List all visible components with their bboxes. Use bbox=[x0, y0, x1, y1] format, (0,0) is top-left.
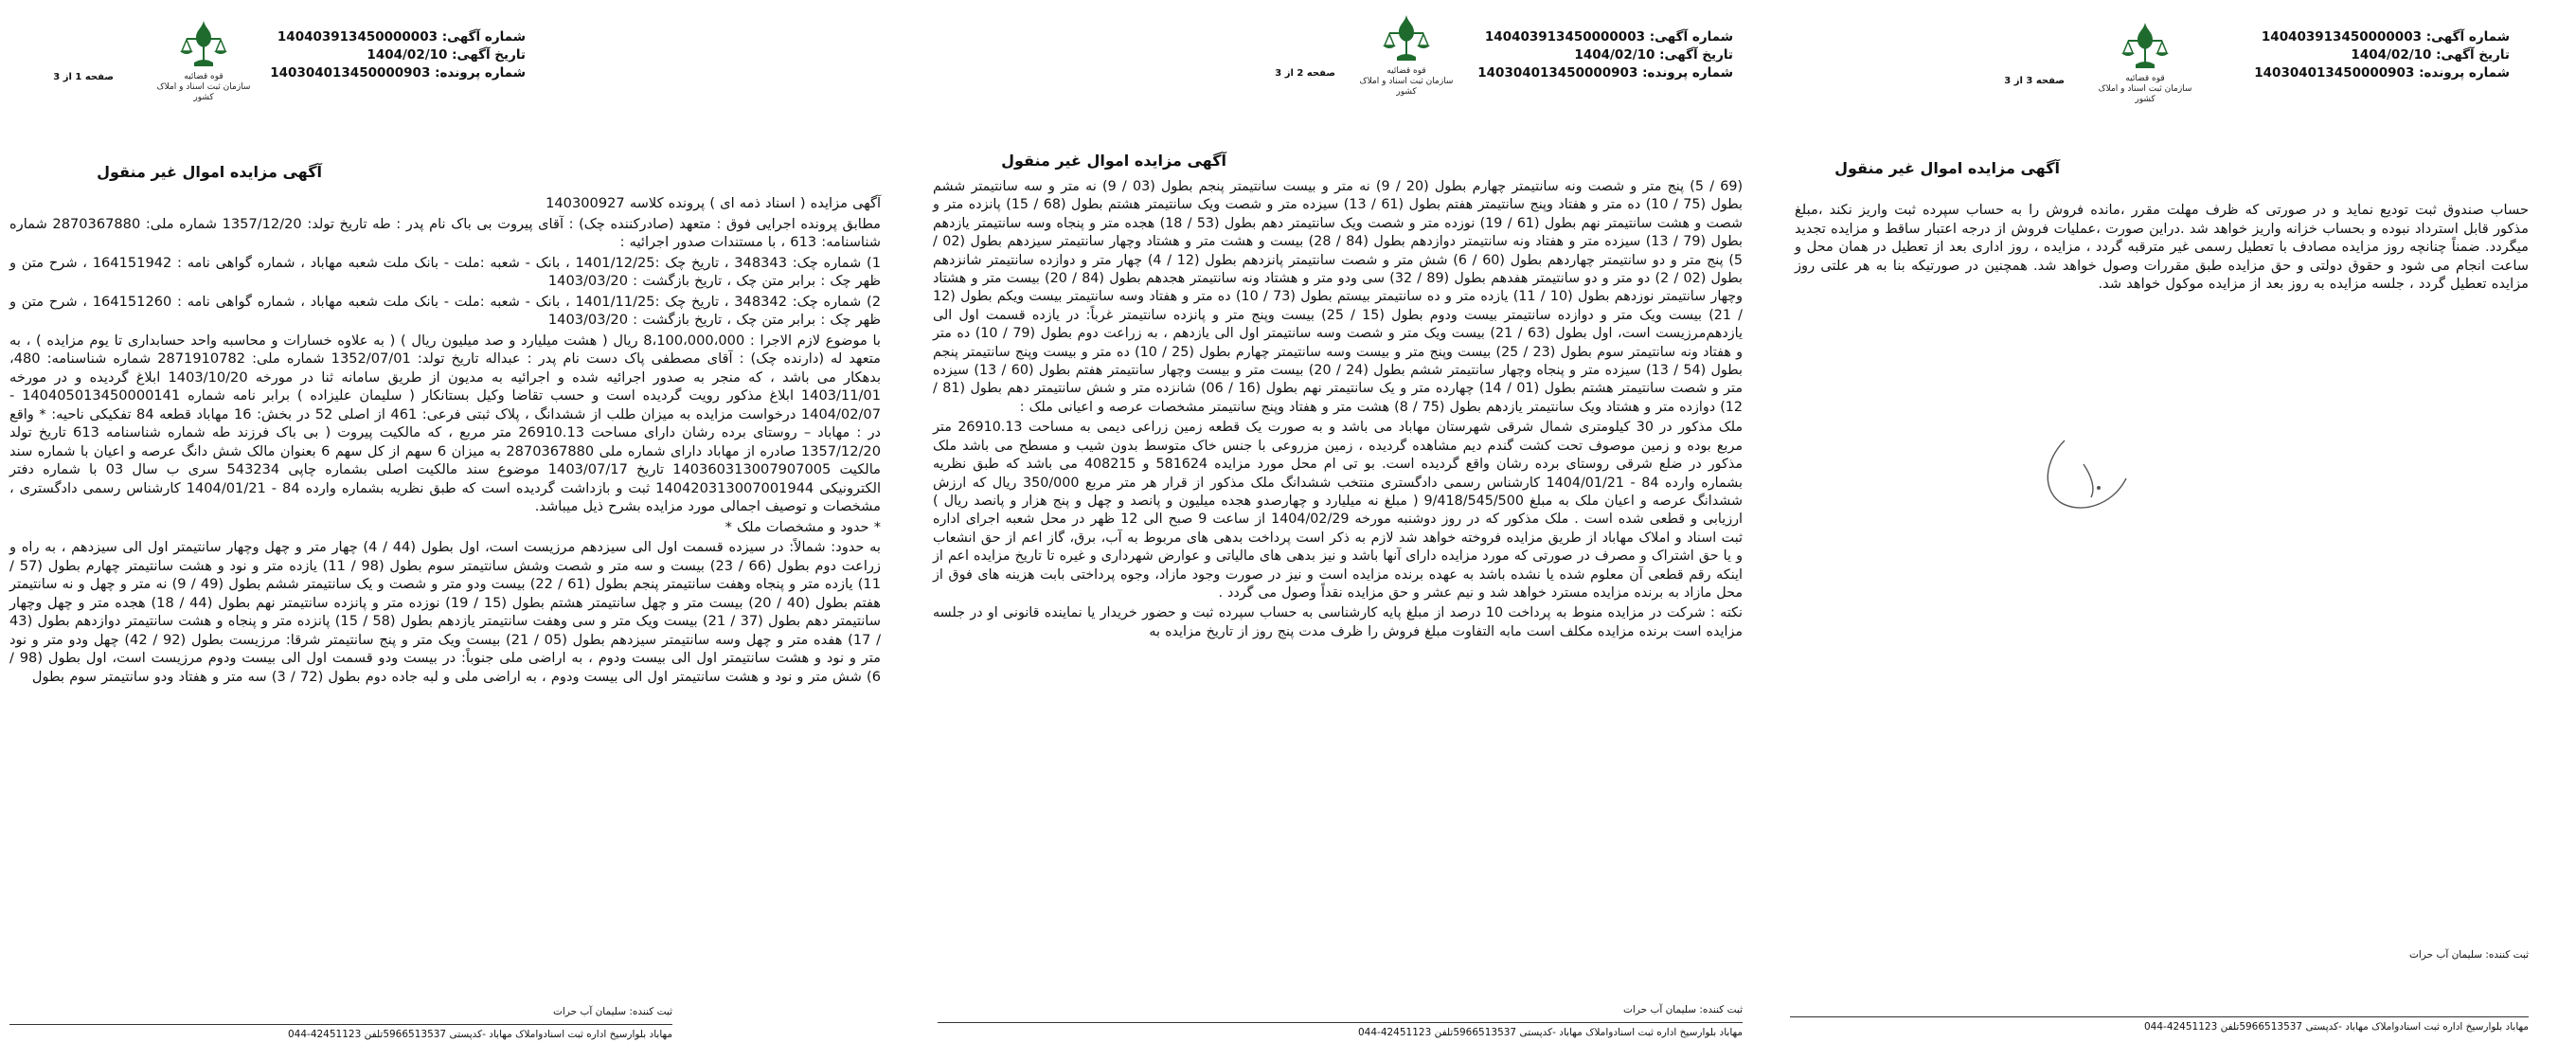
header-meta bbox=[2254, 28, 2510, 82]
footer bbox=[9, 1004, 672, 1043]
page-title: آگهی مزایده اموال غیر منقول bbox=[97, 163, 322, 181]
signer-name: سلیمان آب حرات bbox=[2409, 949, 2483, 961]
case-number-label: شماره پرونده: bbox=[1642, 65, 1733, 81]
ad-date-label: تاریخ آگهی: bbox=[1659, 47, 1733, 63]
scales-icon bbox=[2117, 17, 2174, 74]
footer-address: مهاباد بلوارسیخ اداره ثبت اسنادواملاک مهاباد -کدپستی 5966513537تلفن 42451123-044 bbox=[1790, 1016, 2529, 1035]
org-subtitle: سازمان ثبت اسناد و املاک کشور bbox=[156, 82, 251, 102]
signer-name: سلیمان آب حرات bbox=[553, 1006, 627, 1017]
org-subtitle: سازمان ثبت اسناد و املاک کشور bbox=[2098, 84, 2192, 104]
ad-number-label: شماره آگهی: bbox=[441, 29, 526, 45]
org-name: قوه قضائیه bbox=[1386, 66, 1426, 76]
paragraph: 1) شماره چک: 348343 ، تاریخ چک :1401/12/25 ، بانک - شعبه :ملت - بانک ملت شعبه مهاباد ، شماره گواهی نامه : 164151942 ، شرح متن و ظهر چک : برابر متن چک ، تاریخ بازگشت : 1403/03/20 bbox=[9, 254, 881, 289]
org-name: قوه قضائیه bbox=[2125, 74, 2165, 83]
ad-number: 140403913450000003 bbox=[2261, 29, 2422, 45]
paragraph: با موضوع لازم الاجرا : 8،100،000،000 ریال ( هشت میلیارد و صد میلیون ریال ) ( به علاوه خسارات و محاسبه واحد حسابداری تا یوم مزایده ) ، به متعهد له (دارنده چک) : آقای مصطفی پاک دست نام پدر : عبداله تاریخ تولد: 1352/07/01 شماره ملی: 2871910782 شماره شناسنامه: 480، بدهکار می باشد ، که منجر به صدور اجرائیه شده و اجرائیه به مدیون از طریق سامانه ثنا در مورخه 1403/10/20 ابلاغ گردیده و در مورخه 1403/11/01 ابلاغ مذکور رویت گردیده است و حسب تقاضا وکیل بستانکار ( سلیمان علیزاده ) برابر نامه شماره 140405013450000141 - 1404/02/07 درخواست مزایده به میزان طلب از ششدانگ ، پلاک ثبتی فرعی: 461 از اصلی 52 در بخش: 16 مهاباد قطعه 84 تفکیکی ناحیه: * واقع در : مهاباد – روستای برده رشان دارای مساحت 26910.13 متر مربع ، که مالکیت پیروت ( بی باک فرزند طه شماره شناسنامه 613 تاریخ تولد 1357/12/20 صادره از مهاباد دارای شماره ملی 2870367880 به میزان 6 سهم از کل سهم 6 بعنوان مالک شش دانگ عرصه و اعیان با شماره سند مالکیت 140360313007907005 تاریخ 1403/07/17 موضوع سند مالکیت اصلی بشماره چاپی 543234 سری ب سال 03 با شماره دفتر الکترونیکی 140420313007001944 ثبت و بازداشت گردیده است که طبق نظریه بشماره وارده 84 - 1404/01/21 کارشناس رسمی دادگستری ، مشخصات و توصیف اجمالی مورد مزایده بشرح ذیل میباشد. bbox=[9, 332, 882, 514]
case-number: 140304013450000903 bbox=[2254, 65, 2415, 81]
paragraph: آگهی مزایده ( اسناد ذمه ای ) پرونده کلاسه 140300927 bbox=[546, 195, 881, 211]
ad-number-label: شماره آگهی: bbox=[1649, 29, 1733, 45]
ad-number-label: شماره آگهی: bbox=[2425, 29, 2510, 45]
paragraph: 2) شماره چک: 348342 ، تاریخ چک :1401/11/25 ، بانک - شعبه :ملت - بانک ملت شعبه مهاباد ، شماره گواهی نامه : 164151260 ، شرح متن و ظهر چک : برابر متن چک ، تاریخ بازگشت : 1403/03/20 bbox=[9, 293, 881, 328]
scales-icon bbox=[1378, 9, 1435, 66]
ad-number: 140403913450000003 bbox=[277, 29, 438, 45]
footer-address: مهاباد بلوارسیخ اداره ثبت اسنادواملاک مهاباد -کدپستی 5966513537تلفن 42451123-044 bbox=[9, 1024, 672, 1043]
ad-number: 140403913450000003 bbox=[1484, 29, 1645, 45]
notice-body bbox=[933, 178, 1743, 643]
signer-label: ثبت کننده: bbox=[2485, 949, 2529, 961]
footer bbox=[1790, 947, 2529, 1035]
case-number: 140304013450000903 bbox=[270, 65, 431, 81]
footer bbox=[938, 1002, 1743, 1041]
case-number-label: شماره پرونده: bbox=[435, 65, 526, 81]
paragraph: (69 / 5) پنج متر و شصت ونه سانتیمتر چهارم بطول (20 / 9) نه متر و بیست سانتیمتر پنجم بطول (03 / 9) نه متر و سه سانتیمتر ششم بطول (75 / 10) ده متر و هفتاد وپنج سانتیمتر هفتم بطول (61 / 13) سیزده متر و شصت ویک سانتیمتر هشتم بطول (68 / 15) پانزده متر و شصت و هشت سانتیمتر نهم بطول (61 / 19) نوزده متر و شصت ویک سانتیمتر دهم بطول (53 / 18) هجده متر و پنجاه وسه سانتیمتر یازدهم بطول (79 / 13) سیزده متر و هفتاد ونه سانتیمتر دوازدهم بطول (84 / 28) بیست و هشت متر و هشتاد وچهار سانتیمتر سیزدهم بطول (02 / 5) پنج متر و دو سانتیمتر چهاردهم بطول (60 / 6) شش متر و شصت سانتیمتر پانزدهم بطول (12 / 4) چهار متر و دوازده سانتیمتر شانزدهم بطول (02 / 2) دو متر و دو سانتیمتر هفدهم بطول (89 / 32) سی ودو متر و هشتاد ونه سانتیمتر هجدهم بطول (84 / 20) بیست متر و هشتاد وچهار سانتیمتر نوزدهم بطول (10 / 11) یازده متر و ده سانتیمتر بیستم بطول (73 / 10) ده متر و هفتاد وسه سانتیمتر بیست ویکم بطول (12 / 21) بیست ویک متر و دوازده سانتیمتر بیست ودوم بطول (15 / 25) بیست وپنج متر و پانزده سانتیمتر غرباً: در یازده قسمت اول الی یازدهم‌مرزیست است، اول بطول (63 / 21) بیست ویک متر و شصت وسه سانتیمتر اول الی یازدهم ، به زراعت دوم بطول (79 / 10) ده متر و هفتاد ونه سانتیمتر سوم بطول (23 / 25) بیست وپنج متر و بیست وسه سانتیمتر چهارم بطول (25 / 10) ده متر و بیست وپنج سانتیمتر پنجم بطول (54 / 13) سیزده متر و پنجاه وچهار سانتیمتر ششم بطول (24 / 20) بیست متر و بیست وچهار سانتیمتر هفتم بطول (60 / 13) سیزده متر و شصت سانتیمتر هشتم بطول (01 / 14) چهارده متر و یک سانتیمتر نهم بطول (16 / 06) شانزده متر و شش سانتیمتر دهم بطول (81 / 12) دوازده متر و هشتاد ویک سانتیمتر یازدهم بطول (75 / 8) هشت متر و هفتاد وپنج سانتیمتر مشخصات عرصه و اعیانی ملک : bbox=[933, 179, 1744, 415]
page-number: صفحه 1 از 3 bbox=[53, 72, 114, 82]
org-name: قوه قضائیه bbox=[184, 72, 224, 81]
footer-address: مهاباد بلوارسیخ اداره ثبت اسنادواملاک مهاباد -کدپستی 5966513537تلفن 42451123-044 bbox=[938, 1022, 1743, 1041]
header-meta bbox=[1477, 28, 1733, 82]
case-number-label: شماره پرونده: bbox=[2419, 65, 2510, 81]
paragraph: نکته : شرکت در مزایده منوط به پرداخت 10 درصد از مبلغ پایه کارشناسی به حساب سپرده ثبت و حضور خریدار یا نماینده قانونی او در جلسه مزایده است برنده مزایده مکلف است مابه التفاوت مبلغ فروش را ظرف مدت پنج روز از تاریخ مزایده به bbox=[933, 605, 1744, 639]
judiciary-emblem-logo bbox=[2093, 17, 2197, 112]
ad-date: 1404/02/10 bbox=[1574, 47, 1655, 63]
signer-label: ثبت کننده: bbox=[1699, 1004, 1743, 1015]
scales-icon bbox=[175, 15, 232, 72]
page-3 bbox=[1790, 0, 2538, 1060]
ad-date: 1404/02/10 bbox=[367, 47, 448, 63]
paragraph: ملک مذکور در 30 کیلومتری شمال شرقی شهرستان مهاباد می باشد و به صورت یک قطعه زمین زراعی دیمی به مساحت 26910.13 متر مربع بوده و زمین موصوف تحت کشت گندم دیم مشاهده گردیده ، زمین مزروعی با جنس خاک متوسط بدون شیب و مسطح می باشد ملک مذکور در ضلع شرقی روستای برده رشان واقع گردیده است. بو تی ام محل مورد مزایده 581624 و 408215 می باشد که طبق نظریه بشماره وارده 84 - 1404/01/21 کارشناس رسمی دادگستری منتخب ششدانگ ملک مذکور از قرار هر متر مربع 350/000 ریال که ارزش ششدانگ عرصه و اعیان ملک به مبلغ 9/418/545/500 ( مبلغ نه میلیارد و چهارصدو هجده میلیون و پانصد و چهل و پنج هزار و پانصد ریال ) ارزیابی و قطعی شده است . ملک مذکور که در روز دوشنبه مورخه 1404/02/29 از ساعت 9 صبح الی 12 ظهر در محل شعبه اجرای اداره ثبت اسناد و املاک مهاباد از طریق مزایده فروخته خواهد شد لازم به ذکر است پرداخت بدهی های مربوط به آب، برق، گاز اعم از حق انشعاب و یا حق اشتراک و مصرف در صورتی که مورد مزایده دارای آنها باشد و نیز بدهی های مالیاتی و عوارض شهرداری و غیره تا تاریخ مزایده اعم از اینکه رقم قطعی آن معلوم شده یا نشده باشد به عهده برنده مزایده است و نیز در صورت وجود مازاد، وجوه پرداختی بابت هزینه های فوق از محل مازاد به برنده مزایده مسترد خواهد شد و نیم عشر و حق مزایده نقداً وصول می گردد . bbox=[933, 420, 1744, 601]
page-2 bbox=[909, 0, 1762, 1060]
org-subtitle: سازمان ثبت اسناد و املاک کشور bbox=[1359, 77, 1454, 97]
paragraph: به حدود: شمالاً: در سیزده قسمت اول الی سیزدهم مرزیست است، اول بطول (44 / 4) چهار متر و چهل وچهار سانتیمتر اول الی سیزدهم ، به راه و زراعت دوم بطول (66 / 23) بیست و سه متر و شصت وشش سانتیمتر سوم بطول (98 / 11) یازده متر و نود و هشت سانتیمتر چهارم بطول (57 / 11) یازده متر و پنجاه وهفت سانتیمتر پنجم بطول (61 / 22) بیست ودو متر و شصت و یک سانتیمتر ششم بطول (49 / 9) نه متر و چهل و نه سانتیمتر هفتم بطول (40 / 20) بیست متر و چهل سانتیمتر هشتم بطول (15 / 19) نوزده متر و پانزده سانتیمتر نهم بطول (44 / 18) هجده متر و چهل وچهار سانتیمتر دهم بطول (37 / 21) بیست ویک متر و سی وهفت سانتیمتر یازدهم بطول (58 / 15) پانزده متر و پنجاه و هشت سانتیمتر دوازدهم بطول (43 / 17) هفده متر و چهل وسه سانتیمتر سیزدهم بطول (05 / 21) بیست ویک متر و پنج سانتیمتر شرقا: مرزیست بطول (92 / 42) چهل ودو متر و نود متر و نود و هشت سانتیمتر اول الی بیست ودوم ، به اراضی ملی جنوباً: در بیست ودو قسمت اول الی بیست ودوم مرزیست است، اول بطول (98 / 6) شش متر و نود و هشت سانتیمتر اول الی بیست ودوم ، به اراضی ملی و لبه جاده دوم بطول (72 / 3) سه متر و هفتاد ودو سانتیمتر سوم بطول bbox=[9, 539, 882, 685]
signer-name: سلیمان آب حرات bbox=[1623, 1004, 1697, 1015]
page-number: صفحه 2 از 3 bbox=[1275, 68, 1335, 79]
paragraph: حساب صندوق ثبت تودیع نماید و در صورتی که ظرف مهلت مقرر ،مانده فروش را به حساب سپرده ثبت واریز نکند ،مبلغ مذکور قابل استرداد نبوده و بحساب خزانه واریز خواهد شد .دراین صورت ،عملیات فروش از درجه اعتبار ساقط و مزایده تجدید میگردد. ضمناً چنانچه روز مزایده مصادف با تعطیل رسمی غیر مترقبه گردد ، مزایده ، روز اداری بعد از تعطیل در همان محل و ساعت انجام می شود و حقوق دولتی و حق مزایده طبق مقررات وصول خواهد شد. همچنین در صورتیکه بنا به هر علتی روز مزایده تعطیل گردد ، جلسه مزایده به روز بعد از مزایده موکول خواهد شد. bbox=[1795, 202, 2529, 293]
ad-date-label: تاریخ آگهی: bbox=[452, 47, 526, 63]
ad-date-label: تاریخ آگهی: bbox=[2436, 47, 2510, 63]
signer-label: ثبت کننده: bbox=[629, 1006, 672, 1017]
notice-body bbox=[1795, 201, 2529, 296]
paragraph: * حدود و مشخصات ملک * bbox=[724, 518, 881, 535]
page-1 bbox=[0, 0, 890, 1060]
notice-body bbox=[9, 194, 881, 688]
paragraph: مطابق پرونده اجرایی فوق : متعهد (صادرکننده چک) : آقای پیروت بی باک نام پدر : طه تاریخ تولد: 1357/12/20 شماره ملی: 2870367880 شماره شناسنامه: 613 ، با مستندات صدور اجرائیه : bbox=[9, 215, 881, 250]
signature-image bbox=[2027, 422, 2140, 526]
page-title: آگهی مزایده اموال غیر منقول bbox=[1834, 159, 2060, 177]
ad-date: 1404/02/10 bbox=[2351, 47, 2432, 63]
page-title: آگهی مزایده اموال غیر منقول bbox=[1001, 152, 1226, 170]
judiciary-emblem-logo bbox=[152, 15, 256, 110]
judiciary-emblem-logo bbox=[1354, 9, 1458, 104]
case-number: 140304013450000903 bbox=[1477, 65, 1638, 81]
page-number: صفحه 3 از 3 bbox=[2004, 76, 2065, 86]
header-meta bbox=[270, 28, 526, 82]
